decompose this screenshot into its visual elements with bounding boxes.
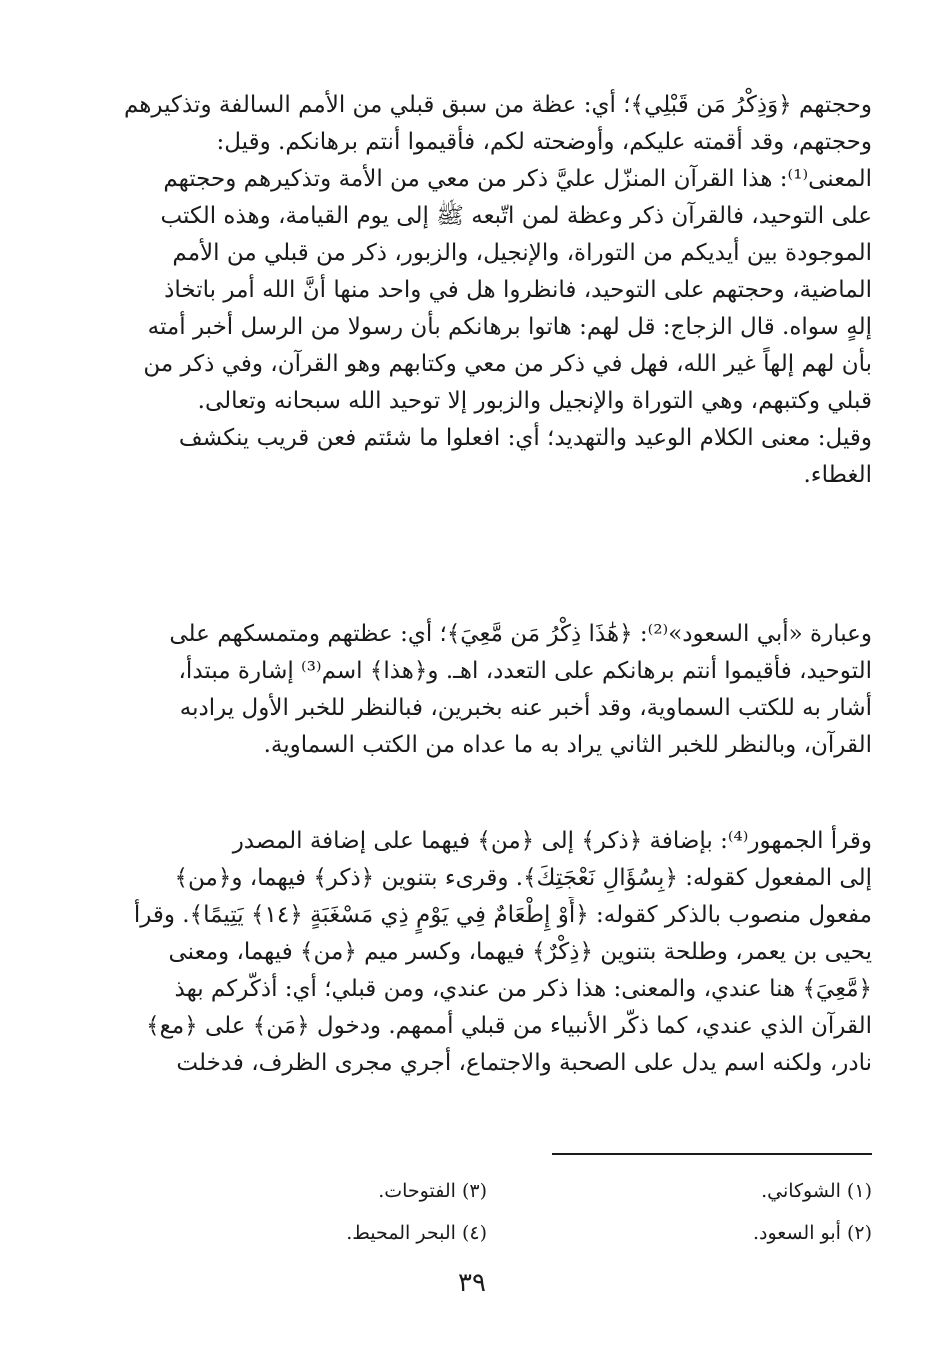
text-line: القرآن، وبالنظر للخبر الثاني يراد به ما عداه من الكتب السماوية.	[263, 732, 872, 758]
footnote-row	[102, 1170, 872, 1212]
footnote-divider	[552, 1153, 872, 1155]
text-line: على التوحيد، فالقرآن ذكر وعظة لمن اتّبعه ﷺ إلى يوم القيامة، وهذه الكتب	[160, 203, 872, 229]
text-line: ﴿مَّعِيَ﴾ هنا عندي، والمعنى: هذا ذكر من عندي، ومن قبلي؛ أي: أذكّركم بهذ	[174, 976, 872, 1002]
footnote-1: (١) الشوكاني.	[761, 1180, 872, 1202]
footnotes	[102, 1170, 872, 1254]
text-line: أشار به للكتب السماوية، وقد أخبر عنه بخبرين، فبالنظر للخبر الأول يرادبه	[179, 695, 872, 721]
text-line: إلى المفعول كقوله: ﴿بِسُؤَالِ نَعْجَتِكَ﴾. وقرىء بتنوين ﴿ذكر﴾ فيهما، و﴿من﴾	[174, 865, 872, 891]
text-line: القرآن الذي عندي، كما ذكّر الأنبياء من قبلي أممهم. ودخول ﴿مَن﴾ على ﴿مع﴾	[146, 1013, 872, 1039]
text-line: بأن لهم إلهاً غير الله، فهل في ذكر من معي وكتابهم وهو القرآن، وفي ذكر من	[143, 351, 872, 377]
text-line: المعنى⁽¹⁾: هذا القرآن المنزّل عليَّ ذكر من معي من الأمة وتذكيرهم وحجتهم	[163, 166, 872, 192]
footnote-3: (٣) الفتوحات.	[378, 1180, 487, 1202]
text-line: قبلي وكتبهم، وهي التوراة والإنجيل والزبور إلا توحيد الله سبحانه وتعالى.	[197, 388, 872, 414]
text-line: يحيى بن يعمر، وطلحة بتنوين ﴿ذِكْرٌ﴾ فيهما، وكسر ميم ﴿من﴾ فيهما، ومعنى	[168, 939, 872, 965]
footnote-row	[102, 1212, 872, 1254]
text-line: نادر، ولكنه اسم يدل على الصحبة والاجتماع، أجري مجرى الظرف، فدخلت	[176, 1050, 872, 1076]
paragraph-1	[102, 87, 872, 494]
text-line: وقرأ الجمهور⁽⁴⁾: بإضافة ﴿ذكر﴾ إلى ﴿من﴾ فيهما على إضافة المصدر	[232, 828, 872, 854]
text-line: التوحيد، فأقيموا أنتم برهانكم على التعدد، اهـ. و﴿هذا﴾ اسم⁽³⁾ إشارة مبتدأ،	[178, 658, 872, 684]
text-line: وحجتهم، وقد أقمته عليكم، وأوضحته لكم، فأقيموا أنتم برهانكم. وقيل:	[216, 129, 872, 155]
text-line: الغطاء.	[803, 462, 872, 488]
paragraph-3	[102, 823, 872, 1082]
paragraph-2	[102, 616, 872, 764]
text-line: الماضية، وحجتهم على التوحيد، فانظروا هل في واحد منها أنَّ الله أمر باتخاذ	[164, 277, 872, 303]
footnote-2: (٢) أبو السعود.	[752, 1222, 872, 1244]
text-line: وعبارة «أبي السعود»⁽²⁾: ﴿هَٰذَا ذِكْرُ مَن مَّعِيَ﴾؛ أي: عظتهم ومتمسكهم على	[169, 621, 872, 647]
text-line: وقيل: معنى الكلام الوعيد والتهديد؛ أي: افعلوا ما شئتم فعن قريب ينكشف	[178, 425, 872, 451]
text-line: مفعول منصوب بالذكر كقوله: ﴿أَوْ إِطْعَامٌ فِي يَوْمٍ ذِي مَسْغَبَةٍ ﴿١٤﴾ يَتِيمًا﴾. وقرأ	[133, 902, 872, 928]
footnote-4: (٤) البحر المحيط.	[346, 1222, 487, 1244]
text-line: إلهٍ سواه. قال الزجاج: قل لهم: هاتوا برهانكم بأن رسولا من الرسل أخبر أمته	[147, 314, 872, 340]
text-line: الموجودة بين أيديكم من التوراة، والإنجيل، والزبور، ذكر من قبلي من الأمم	[172, 240, 872, 266]
text-line: وحجتهم ﴿وَذِكْرُ مَن قَبْلِي﴾؛ أي: عظة من سبق قبلي من الأمم السالفة وتذكيرهم	[123, 92, 872, 118]
page-number: ٣٩	[458, 1268, 486, 1298]
